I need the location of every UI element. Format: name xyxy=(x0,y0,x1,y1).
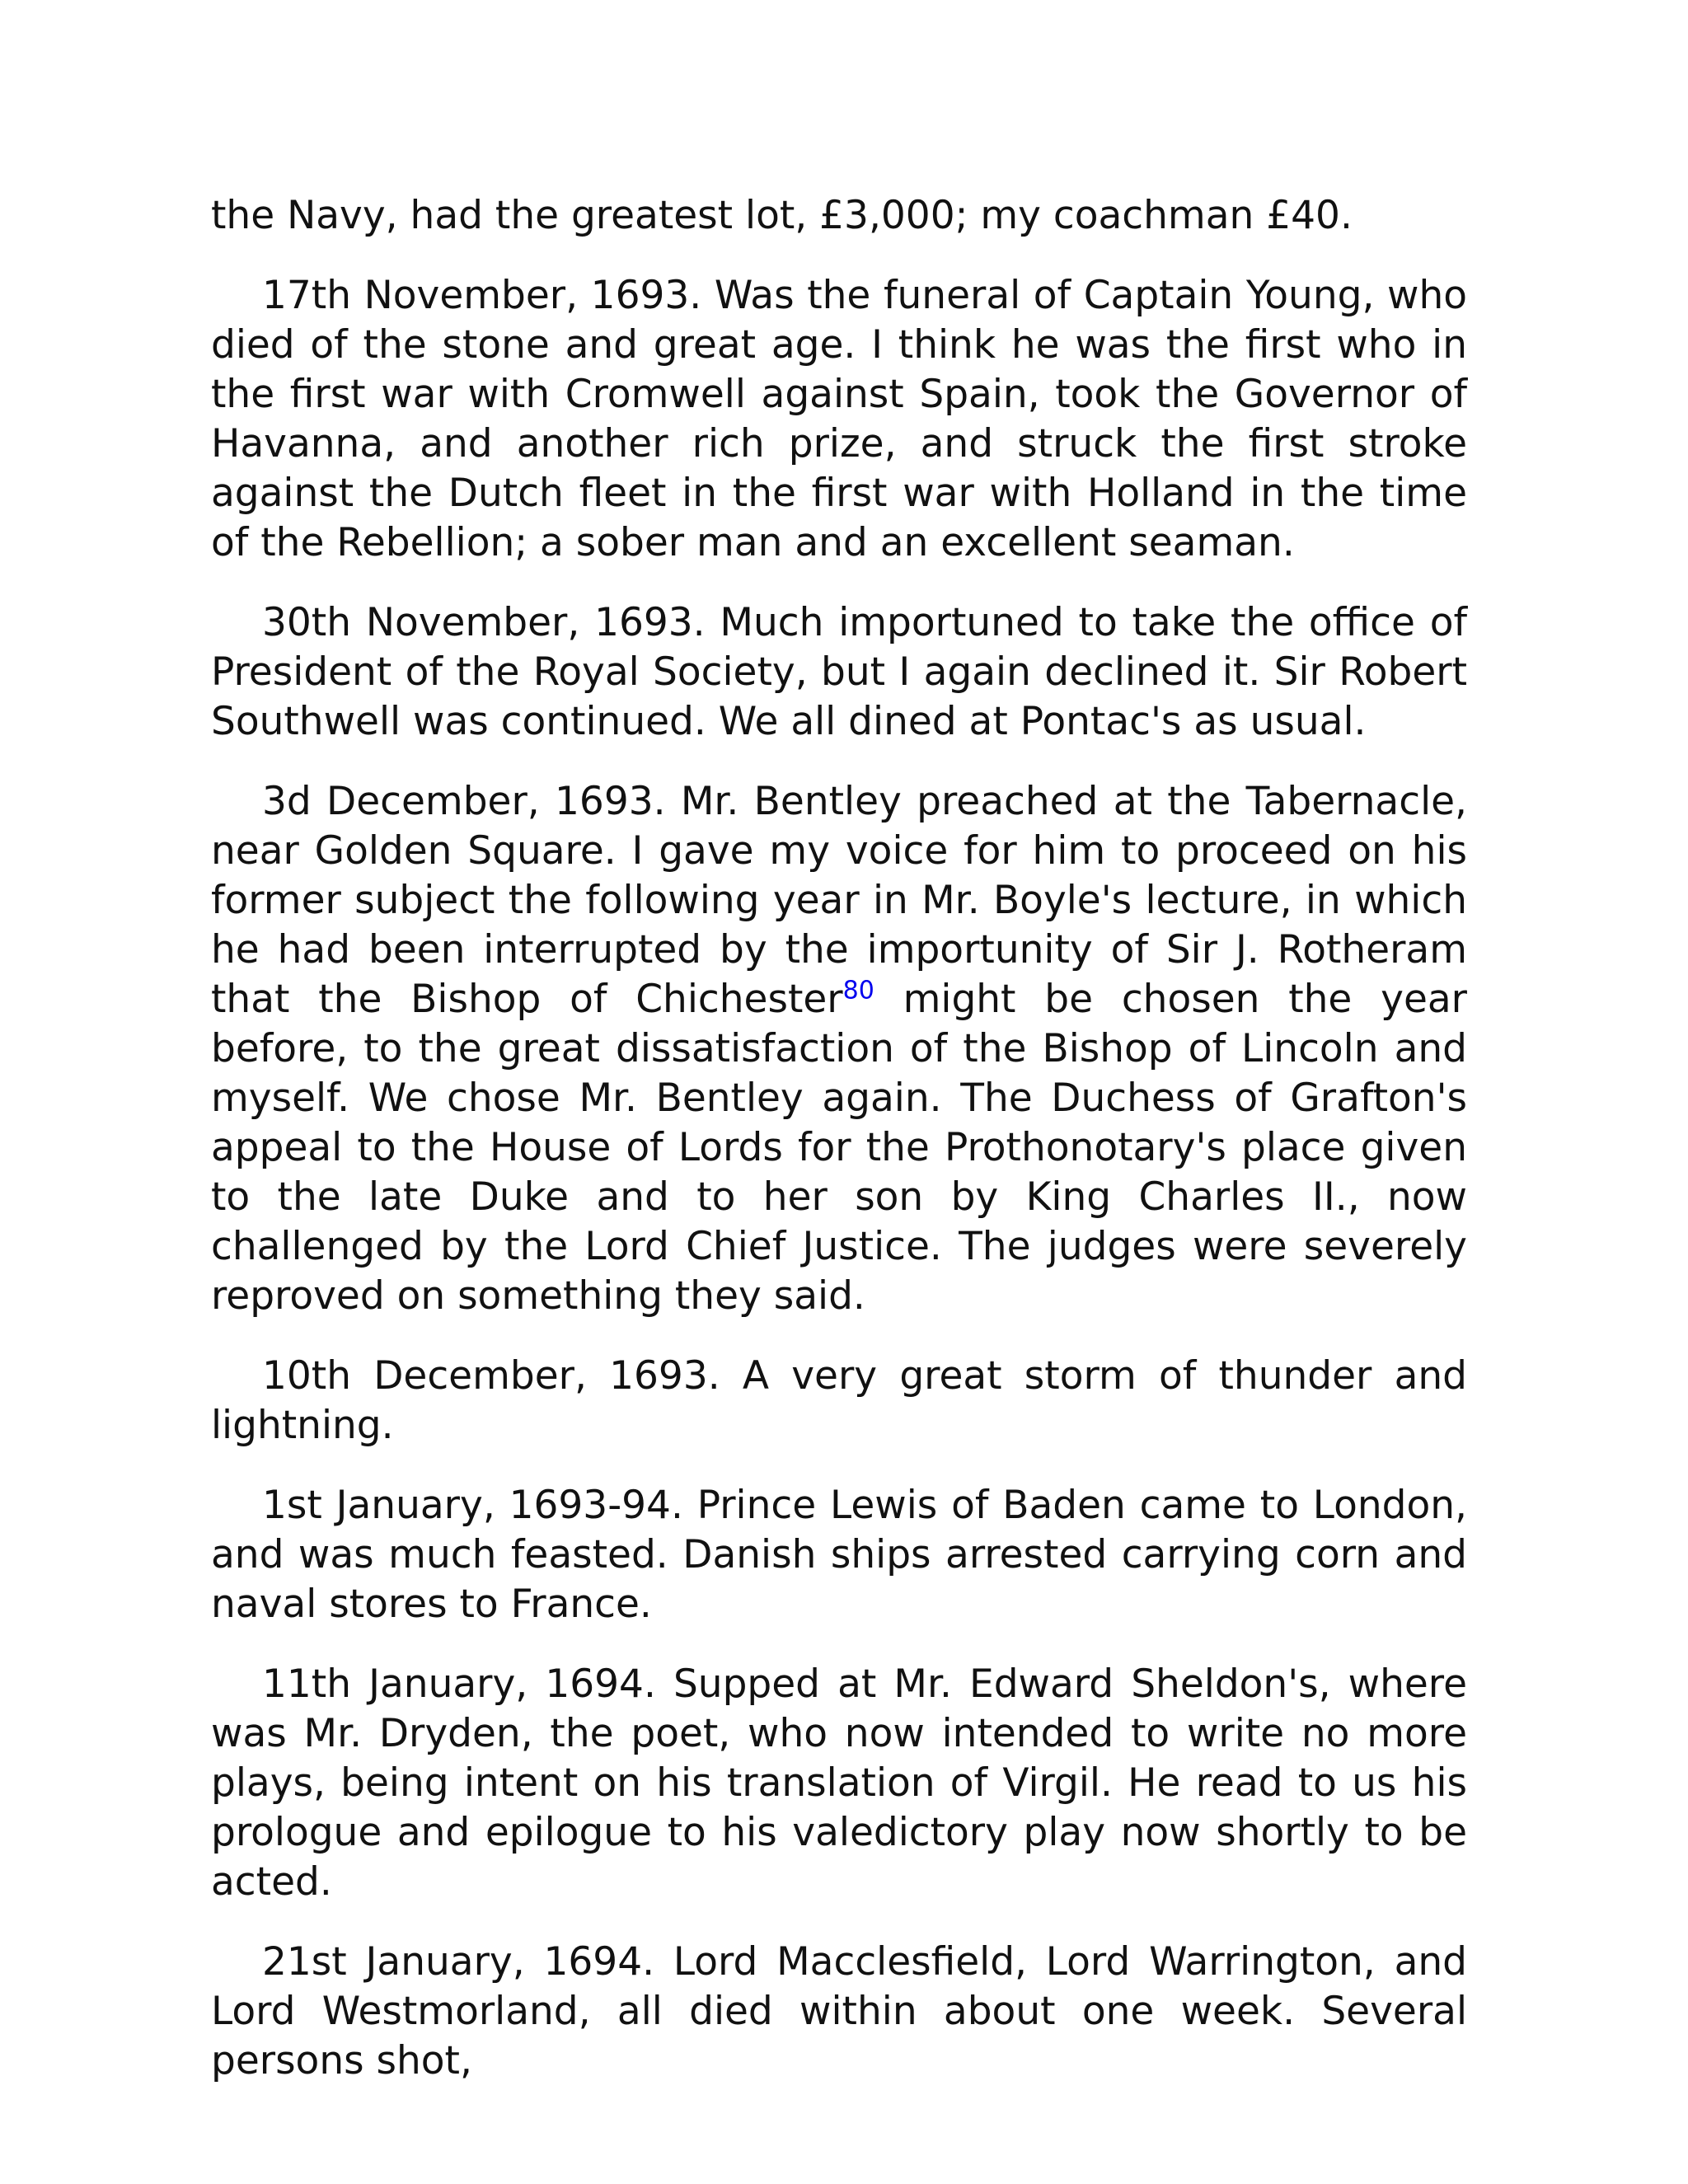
paragraph-21-january: 21st January, 1694. Lord Macclesfield, Lord Warrington, and Lord Westmorland, all died within about one week. Several persons shot, xyxy=(211,1939,1467,2083)
paragraph-10-december: 10th December, 1693. A very great storm of thunder and lightning. xyxy=(211,1353,1467,1448)
paragraph-17-november: 17th November, 1693. Was the funeral of Captain Young, who died of the stone and great age. I think he was the first who in the first war with Cromwell against Spain, took the Governor of Havanna, and another rich prize, and struck the first stroke against the Dutch fleet in the first war with Holland in the time of the Rebellion; a sober man and an excellent seaman. xyxy=(211,273,1467,565)
paragraph-3-december xyxy=(211,777,1467,1321)
footnote-link-80[interactable]: 80 xyxy=(842,976,874,1005)
paragraph-1-january: 1st January, 1693-94. Prince Lewis of Baden came to London, and was much feasted. Danish ships arrested carrying corn and naval stores to France. xyxy=(211,1483,1467,1627)
paragraph-3-december-text-before: 3d December, 1693. Mr. Bentley preached at the Tabernacle, near Golden Square. I gave my voice for him to proceed on his former subject the following year in Mr. Boyle's lecture, in which he had been interrupted by the importunity of Sir J. Rotheram that the Bishop of Chichester xyxy=(211,779,1467,1022)
paragraph-continuation: the Navy, had the greatest lot, £3,000; my coachman £40. xyxy=(211,193,1353,238)
paragraph-11-january: 11th January, 1694. Supped at Mr. Edward Sheldon's, where was Mr. Dryden, the poet, who now intended to write no more plays, being intent on his translation of Virgil. He read to us his prologue and epilogue to his valedictory play now shortly to be acted. xyxy=(211,1661,1467,1905)
page-body xyxy=(211,191,1467,2086)
paragraph-30-november: 30th November, 1693. Much importuned to take the office of President of the Royal Society, but I again declined it. Sir Robert Southwell was continued. We all dined at Pontac's as usual. xyxy=(211,600,1467,744)
paragraph-3-december-text-after: might be chosen the year before, to the great dissatisfaction of the Bishop of Lincoln and myself. We chose Mr. Bentley again. The Duchess of Grafton's appeal to the House of Lords for the Prothonotary's place given to the late Duke and to her son by King Charles II., now challenged by the Lord Chief Justice. The judges were severely reproved on something they said. xyxy=(211,977,1467,1319)
